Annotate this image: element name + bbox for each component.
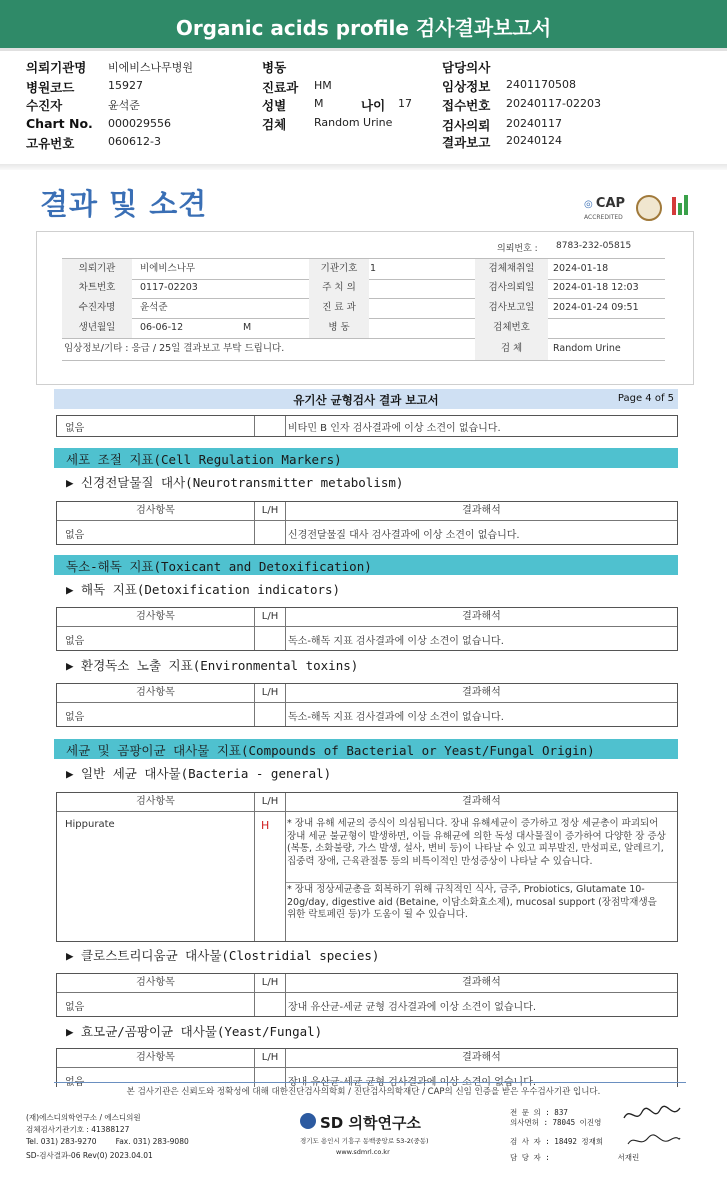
divider	[254, 684, 255, 726]
divider	[285, 974, 286, 1016]
cap-check-icon: ◎	[584, 199, 593, 210]
info-row-clinical	[62, 338, 665, 361]
column-header-interp: 결과해석	[286, 608, 677, 627]
sd-logo-icon	[300, 1113, 316, 1129]
divider	[254, 974, 255, 1016]
result-table	[56, 973, 678, 1017]
divider	[285, 502, 286, 544]
signer-manager: 담 당 자 : 서재린	[510, 1153, 640, 1162]
footer-line	[54, 1082, 686, 1083]
section-bar	[54, 448, 678, 468]
receipt-label: 접수번호	[442, 98, 491, 113]
report-banner	[54, 389, 678, 409]
request-no-label: 의뢰번호 :	[497, 244, 538, 254]
table-row-item: Hippurate	[65, 819, 115, 830]
result-report-label: 결과보고	[442, 135, 491, 150]
specimen: Random Urine	[314, 116, 393, 129]
specimen-label: 검체	[262, 117, 287, 132]
section-bar	[54, 739, 678, 759]
table-row-item: 없음	[65, 1002, 85, 1013]
table-row-item: 없음	[65, 712, 85, 723]
clinical-info: 2401170508	[506, 78, 576, 91]
sex-label: 성별	[262, 98, 287, 113]
table-row-interp: 신경전달물질 대사 검사결과에 이상 소견이 없습니다.	[288, 530, 520, 541]
column-header-item: 검사항목	[57, 684, 254, 703]
test-request-label: 검사의뢰	[442, 118, 491, 133]
column-header-interp: 결과해석	[286, 684, 677, 703]
info-value: 2024-01-24 09:51	[553, 302, 639, 313]
info-value: M	[243, 322, 252, 333]
info-label: 검사의뢰일	[475, 278, 548, 298]
requesting-org: 비에비스나무병원	[108, 61, 194, 74]
table-row-interp: 독소-해독 지표 검사결과에 이상 소견이 없습니다.	[288, 712, 504, 723]
cap-logo	[584, 196, 625, 222]
clinical-note: 임상정보/기타 : 응급 / 25일 결과보고 부탁 드립니다.	[64, 343, 285, 354]
info-label: 의뢰기관	[62, 259, 132, 279]
table-row-item: 없음	[65, 636, 85, 647]
info-value: 06-06-12	[140, 322, 184, 333]
column-header-lh: L/H	[255, 502, 285, 521]
subsection-title: ▶ 클로스트리디움균 대사물(Clostridial species)	[66, 948, 380, 963]
footer-note: 본 검사기관은 신뢰도와 정확성에 대해 대한진단검사의학회 / 진단검사의학재단 / CAP의 신임 인증을 받은 우수검사기관 입니다.	[126, 1087, 601, 1097]
column-header-interp: 결과해석	[286, 974, 677, 993]
info-row	[62, 258, 665, 280]
column-header-lh: L/H	[255, 974, 285, 993]
chart-no: 000029556	[108, 117, 171, 130]
info-row	[62, 298, 665, 319]
subsection-title: ▶ 신경전달물질 대사(Neurotransmitter metabolism)	[66, 475, 404, 490]
table-row-interp: 비타민 B 인자 검사결과에 이상 소견이 없습니다.	[288, 423, 501, 434]
lab-tel: Tel. 031) 283-9270 Fax. 031) 283-9080	[26, 1137, 189, 1146]
section-bar	[54, 555, 678, 575]
sex: M	[314, 97, 324, 110]
unique-no-label: 고유번호	[26, 136, 75, 151]
column-header-item: 검사항목	[57, 974, 254, 993]
info-row	[62, 278, 665, 299]
lh-flag-high: H	[261, 819, 270, 832]
subsection-title: ▶ 환경독소 노출 지표(Environmental toxins)	[66, 658, 359, 673]
clinical-label: 임상정보	[442, 79, 491, 94]
signer-tester: 검 사 자 : 18492 정재희	[510, 1137, 604, 1146]
info-label: 검체채취일	[475, 259, 548, 279]
patient-name: 윤석준	[108, 99, 140, 112]
ward-label: 병동	[262, 60, 287, 75]
subsection-title: ▶ 일반 세균 대사물(Bacteria - general)	[66, 766, 332, 781]
subsection-title: ▶ 효모균/곰팡이균 대사물(Yeast/Fungal)	[66, 1024, 323, 1039]
cap-logo-sub: ACCREDITED	[584, 214, 623, 221]
column-header-interp: 결과해석	[286, 502, 677, 521]
table-row-interp: 장내 유산균-세균 균형 검사결과에 이상 소견이 없습니다.	[288, 1002, 537, 1013]
form-no: SD-검사결과-06 Rev(0) 2023.04.01	[26, 1151, 153, 1160]
test-request-date: 20240117	[506, 117, 562, 130]
info-value: Random Urine	[553, 343, 621, 354]
divider	[285, 416, 286, 436]
subsection-title: ▶ 해독 지표(Detoxification indicators)	[66, 582, 341, 597]
request-no: 8783-232-05815	[556, 241, 632, 251]
table-row-interp: 독소-해독 지표 검사결과에 이상 소견이 없습니다.	[288, 636, 504, 647]
result-table	[56, 607, 678, 651]
certification-logo-icon	[670, 193, 692, 217]
info-label: 기관기호	[309, 259, 369, 279]
info-label: 생년월일	[62, 318, 132, 338]
column-header-interp: 결과해석	[286, 793, 677, 812]
result-section-title: 결과 및 소견	[40, 187, 208, 221]
page-number: Page 4 of 5	[617, 393, 674, 404]
info-label: 병 동	[309, 318, 369, 338]
requesting-org-label: 의뢰기관명	[26, 60, 87, 75]
column-header-item: 검사항목	[57, 502, 254, 521]
brand-url: www.sdmrl.co.kr	[336, 1148, 390, 1156]
report-title: Organic acids profile 검사결과보고서	[175, 16, 552, 40]
info-value: 2024-01-18	[553, 263, 609, 274]
patient-label: 수진자	[26, 98, 63, 113]
result-report-date: 20240124	[506, 134, 562, 147]
divider	[286, 882, 677, 883]
info-value: 1	[370, 263, 377, 274]
receipt-no: 20240117-02203	[506, 97, 601, 110]
info-label: 검사보고일	[475, 298, 548, 318]
divider	[254, 793, 255, 941]
divider	[254, 502, 255, 544]
divider	[254, 416, 255, 436]
table-row-item: 없음	[65, 530, 85, 541]
dept-label: 진료과	[262, 80, 299, 95]
lab-name: (재)에스디의학연구소 / 에스디의원	[26, 1113, 141, 1122]
column-header-item: 검사항목	[57, 1049, 254, 1068]
section-title: 세균 및 곰팡이균 대사물 지표(Compounds of Bacterial or Yeast/Fungal Origin)	[66, 743, 595, 758]
seal-icon	[636, 195, 662, 221]
chart-no-label: Chart No.	[26, 116, 93, 131]
section-title: 세포 조절 지표(Cell Regulation Markers)	[66, 452, 342, 467]
info-label: 검 체	[475, 338, 548, 360]
divider	[285, 684, 286, 726]
brand-address: 경기도 용인시 기흥구 동백중앙로 53-2(중동)	[300, 1137, 429, 1145]
info-label: 진 료 과	[309, 298, 369, 318]
signer-license: 의사면허 : 78045 이진영	[510, 1118, 602, 1127]
age-label: 나이	[361, 98, 386, 113]
result-table	[56, 501, 678, 545]
hospital-code-label: 병원코드	[26, 80, 75, 95]
info-label: 주 치 의	[309, 278, 369, 298]
lab-code: 검체검사기관기호 : 41388127	[26, 1125, 130, 1134]
column-header-lh: L/H	[255, 1049, 285, 1068]
column-header-item: 검사항목	[57, 793, 254, 812]
unique-no: 060612-3	[108, 135, 161, 148]
result-table	[56, 415, 678, 437]
info-label: 차트번호	[62, 278, 132, 298]
divider	[285, 793, 286, 941]
interpretation-text: * 장내 유해 세균의 증식이 의심됩니다. 장내 유해세균이 증가하고 정상 세균총이 파괴되어 장내 세균 불균형이 발생하면, 이들 유해균에 의한 독성 대사물질이 증가하여 다양한 장 증상(복통, 소화불량, 가스 발생, 설사, 변비 등)이 나타날 수 있고 피부발진, 만성피로, 알레르기, 집중력 장애, 근육관절통 등의 비특이적인 만성증상이 나타날 수 있습니다.	[287, 818, 666, 867]
age: 17	[398, 97, 412, 110]
interpretation-text: * 장내 정상세균총을 회복하기 위해 규칙적인 식사, 금주, Probiotics, Glutamate 10-20g/day, digestive aid (Betaine, 이담소화효소제), mucosal support (장점막재생을 위한 락토페린 등)가 도움이 될 수 있습니다.	[287, 884, 657, 920]
report-banner-title: 유기산 균형검사 결과 보고서	[293, 393, 439, 407]
doctor-label: 담당의사	[442, 60, 491, 75]
info-value: 비에비스나무	[140, 263, 196, 274]
info-label: 검체번호	[475, 318, 548, 338]
info-value: 윤석준	[140, 302, 168, 313]
header-separator	[0, 164, 727, 170]
column-header-item: 검사항목	[57, 608, 254, 627]
info-row	[62, 318, 665, 339]
signer-specialist: 전 문 의 : 837	[510, 1108, 568, 1117]
column-header-lh: L/H	[255, 793, 285, 812]
section-title: 독소-해독 지표(Toxicant and Detoxification)	[66, 559, 372, 574]
info-value: 0117-02203	[140, 282, 198, 293]
column-header-interp: 결과해석	[286, 1049, 677, 1068]
signature-icon	[620, 1102, 684, 1154]
divider	[285, 608, 286, 650]
hospital-code: 15927	[108, 79, 143, 92]
dept: HM	[314, 79, 332, 92]
info-label: 수진자명	[62, 298, 132, 318]
table-row-item: 없음	[65, 423, 85, 434]
column-header-lh: L/H	[255, 684, 285, 703]
info-value: 2024-01-18 12:03	[553, 282, 639, 293]
cap-logo-text: CAP	[595, 196, 626, 211]
column-header-lh: L/H	[255, 608, 285, 627]
divider	[254, 608, 255, 650]
result-table	[56, 683, 678, 727]
brand-name: SD 의학연구소	[320, 1114, 421, 1132]
